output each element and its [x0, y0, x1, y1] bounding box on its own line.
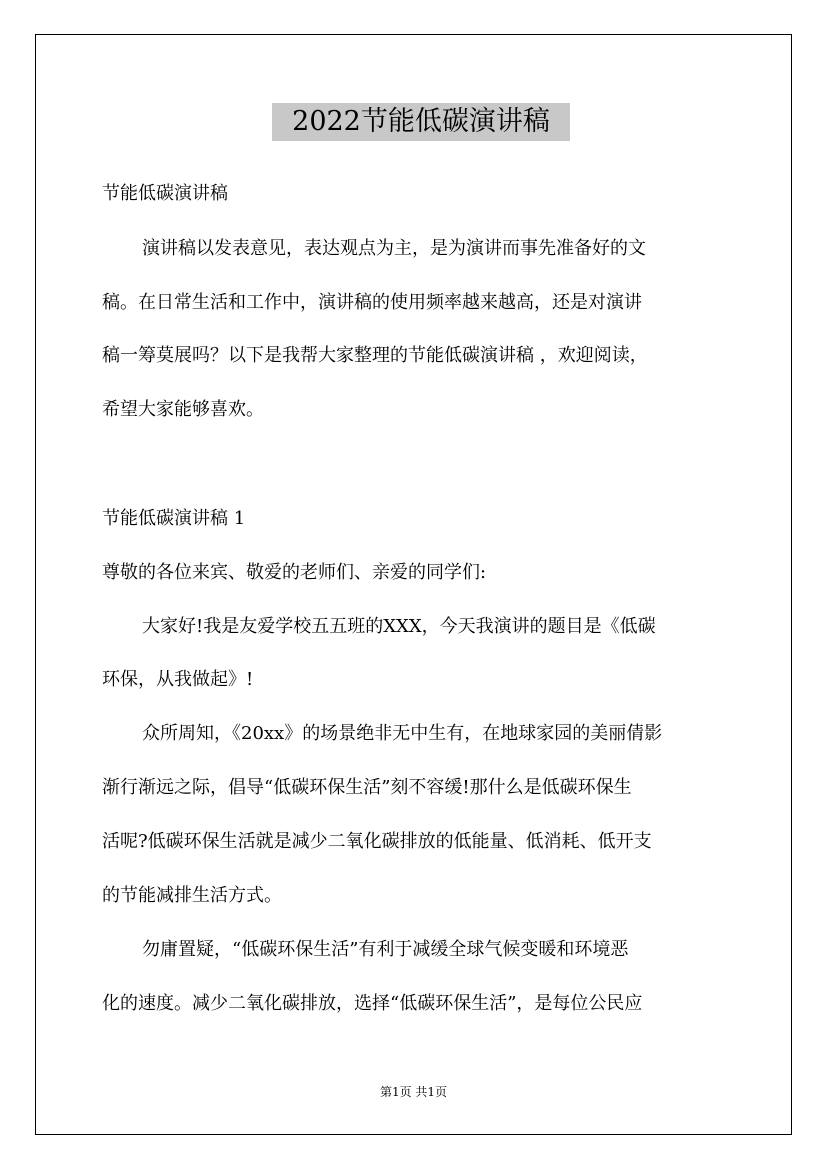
paragraph-line: 环保，从我做起》!: [102, 669, 254, 690]
paragraph-line: 稿一筹莫展吗？以下是我帮大家整理的节能低碳演讲稿 ，欢迎阅读，: [102, 345, 648, 366]
paragraph-line: 演讲稿以发表意见，表达观点为主，是为演讲而事先准备好的文: [142, 238, 646, 259]
paragraph-line: 勿庸置疑，“低碳环保生活”有利于减缓全球气候变暖和环境恶: [142, 939, 629, 960]
salutation: 尊敬的各位来宾、敬爱的老师们、亲爱的同学们:: [102, 562, 487, 583]
subtitle: 节能低碳演讲稿: [102, 183, 228, 204]
page-footer: 第1页 共1页: [379, 1085, 448, 1099]
section-heading: 节能低碳演讲稿 1: [102, 508, 246, 529]
document-title: 2022节能低碳演讲稿: [272, 103, 570, 141]
paragraph-line: 众所周知，《20xx》的场景绝非无中生有，在地球家园的美丽倩影: [142, 723, 663, 744]
paragraph-line: 希望大家能够喜欢。: [102, 399, 264, 420]
paragraph-line: 稿。在日常生活和工作中，演讲稿的使用频率越来越高，还是对演讲: [102, 292, 642, 313]
paragraph-line: 活呢?低碳环保生活就是减少二氧化碳排放的低能量、低消耗、低开支: [102, 831, 652, 852]
paragraph-line: 渐行渐远之际，倡导“低碳环保生活”刻不容缓!那什么是低碳环保生: [102, 777, 632, 798]
paragraph-line: 大家好!我是友爱学校五五班的XXX，今天我演讲的题目是《低碳: [142, 616, 656, 637]
paragraph-line: 化的速度。减少二氧化碳排放，选择“低碳环保生活”，是每位公民应: [102, 993, 643, 1014]
paragraph-line: 的节能减排生活方式。: [102, 885, 282, 906]
